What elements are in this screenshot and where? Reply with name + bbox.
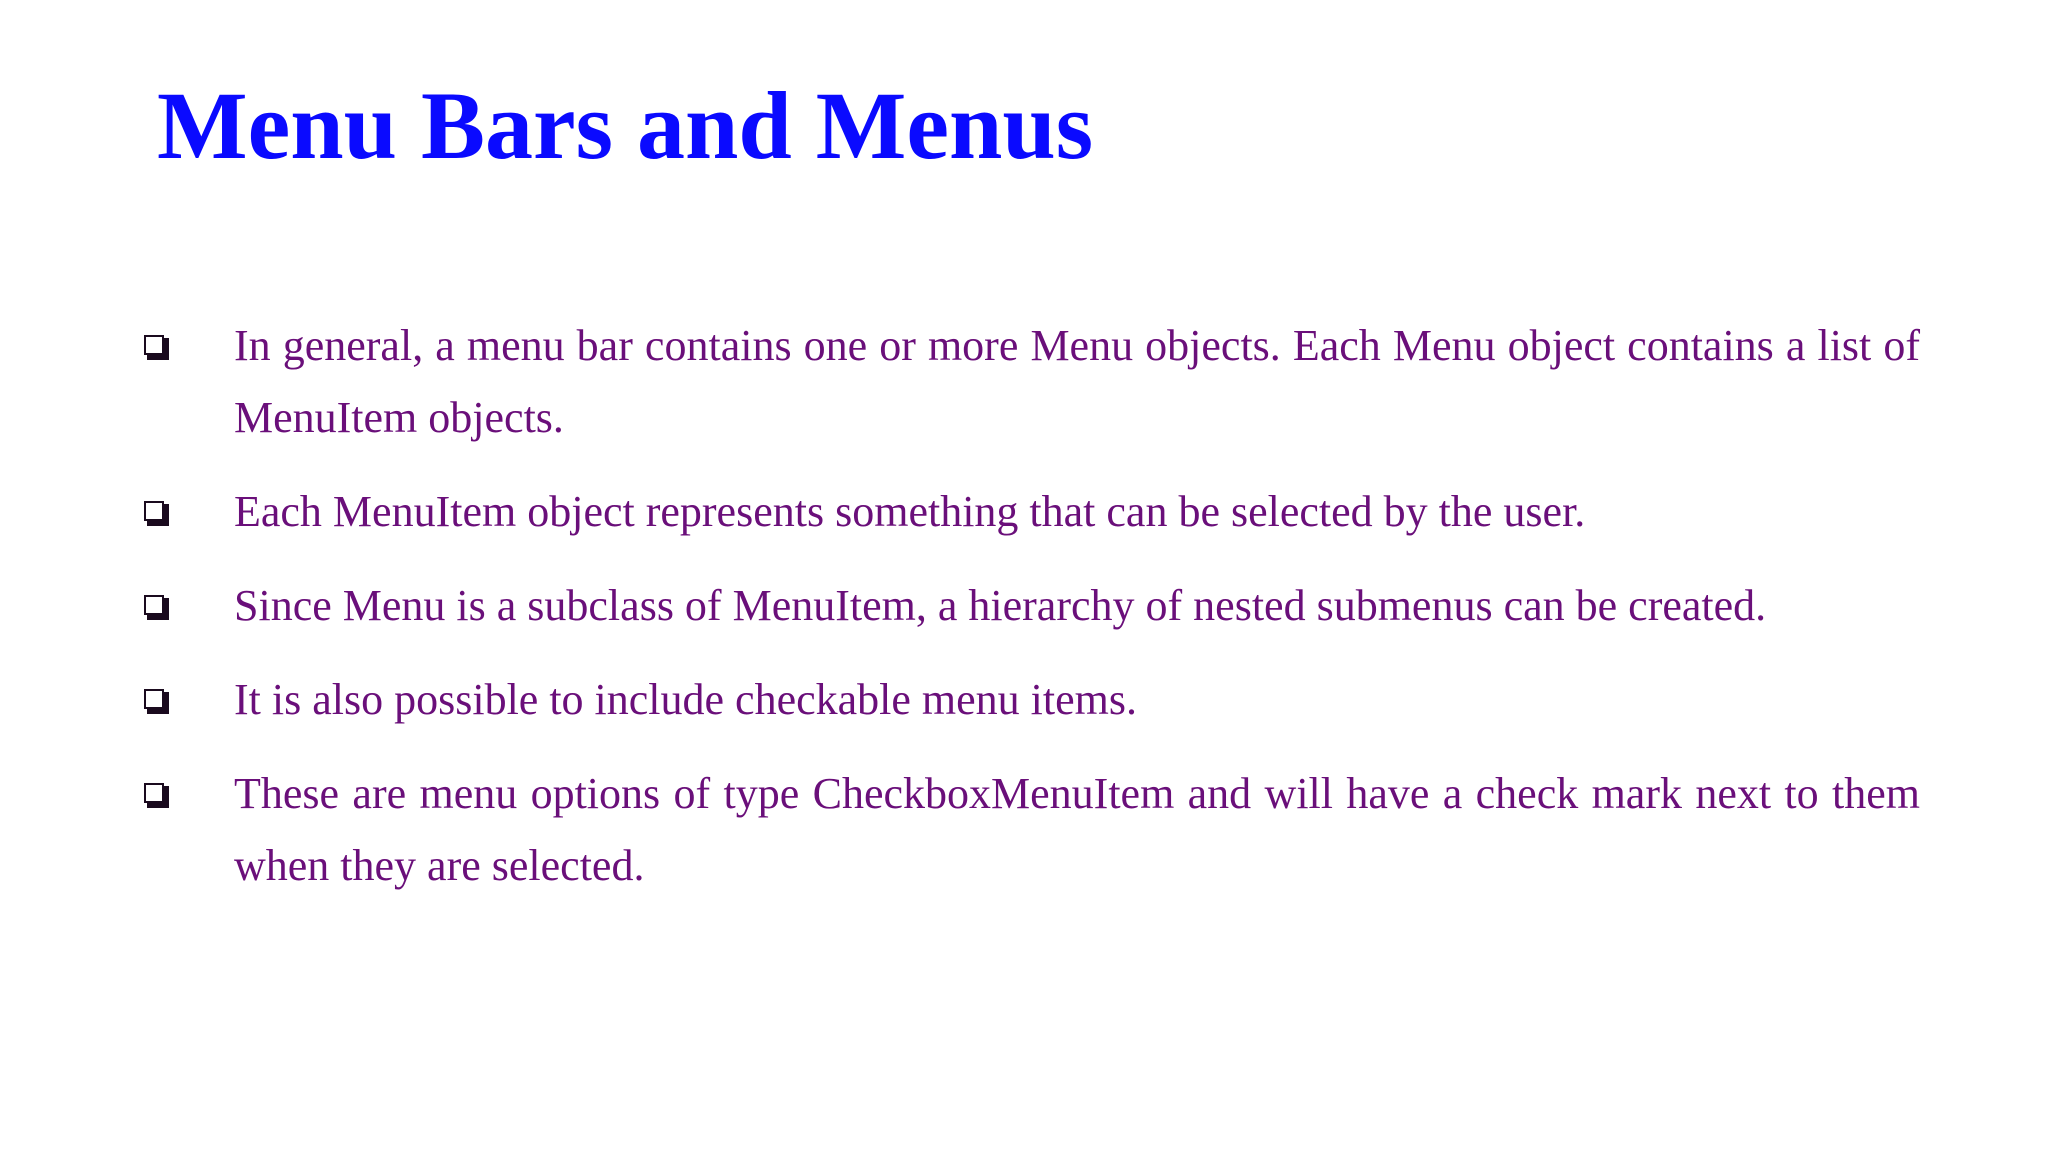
bullet-item: [140, 570, 1920, 642]
bullet-text: It is also possible to include checkable menu items.: [234, 675, 1138, 724]
bullet-text: In general, a menu bar contains one or more Menu objects. Each Menu object contains a list of MenuItem objects.: [234, 321, 1920, 442]
slide-title: Menu Bars and Menus: [157, 72, 1094, 179]
bullet-text: These are menu options of type CheckboxMenuItem and will have a check mark next to them when they are selected.: [234, 769, 1920, 890]
checkbox-square-icon: [144, 783, 168, 807]
bullet-item: [140, 664, 1920, 736]
checkbox-square-icon: [144, 335, 168, 359]
bullet-list: [140, 310, 1920, 924]
bullet-text: Each MenuItem object represents something that can be selected by the user.: [234, 487, 1586, 536]
checkbox-square-icon: [144, 689, 168, 713]
bullet-item: [140, 310, 1920, 454]
bullet-text: Since Menu is a subclass of MenuItem, a hierarchy of nested submenus can be created.: [234, 581, 1767, 630]
checkbox-square-icon: [144, 501, 168, 525]
checkbox-square-icon: [144, 595, 168, 619]
bullet-item: [140, 758, 1920, 902]
bullet-item: [140, 476, 1920, 548]
